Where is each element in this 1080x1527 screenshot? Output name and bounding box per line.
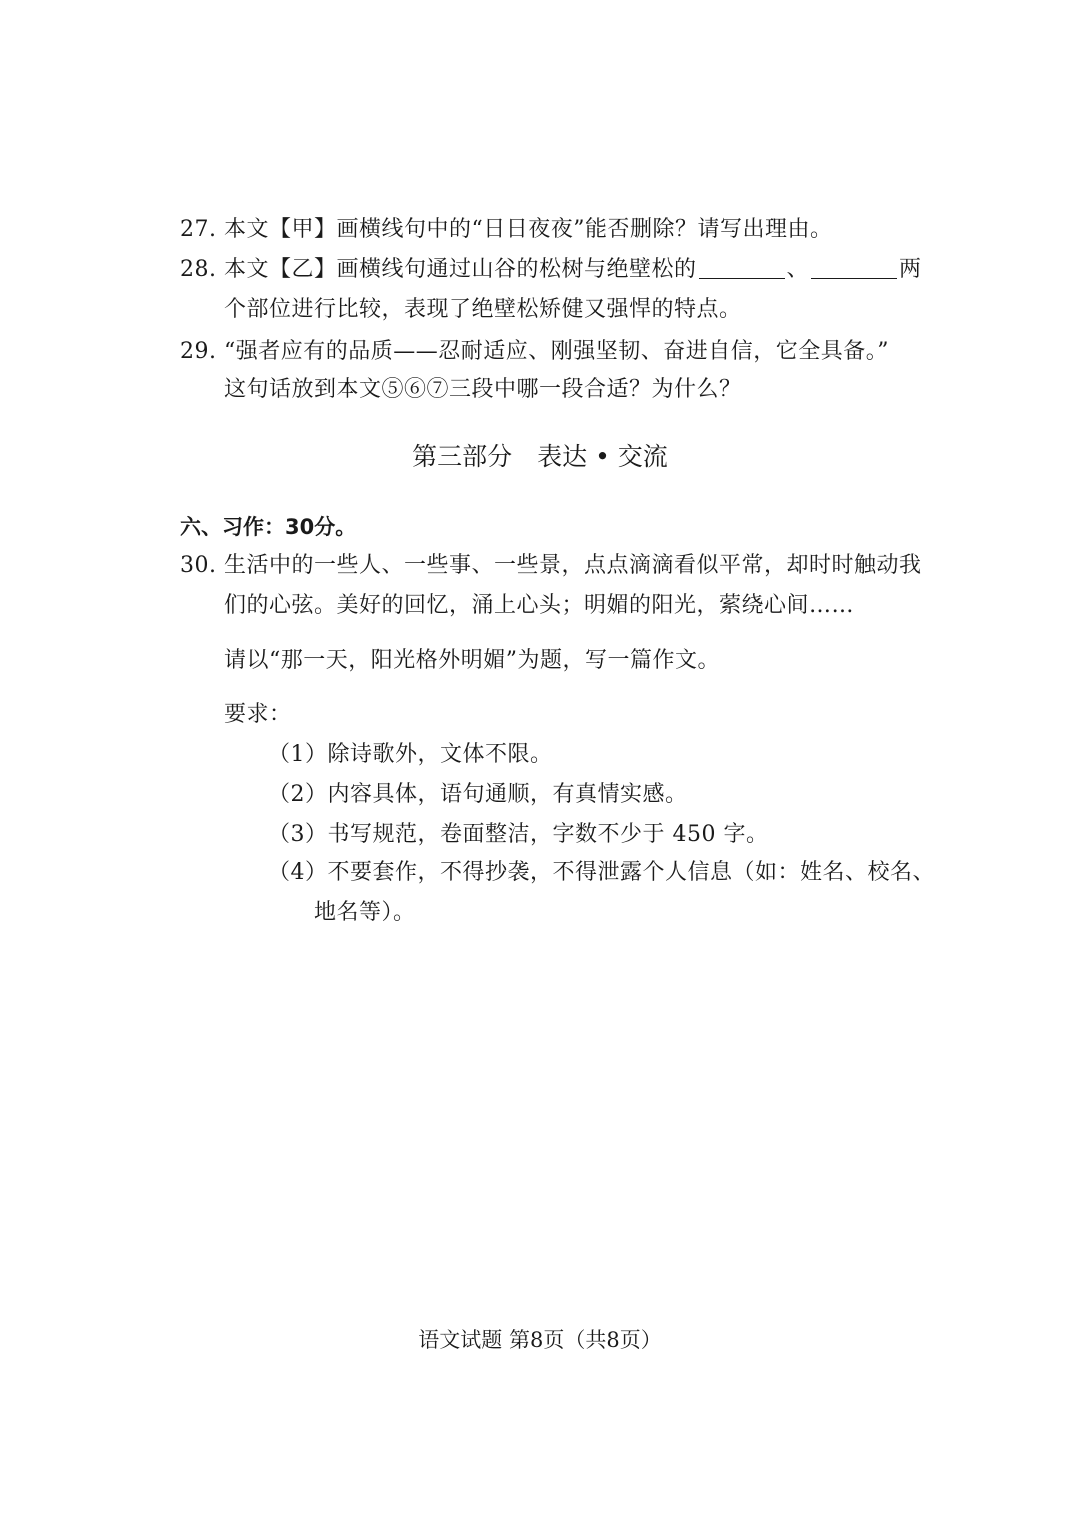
fill-blank[interactable] <box>811 256 897 279</box>
question-text: 们的心弦。美好的回忆，涌上心头；明媚的阳光，萦绕心间…… <box>224 593 855 618</box>
requirement-text: （4）不要套作，不得抄袭，不得泄露个人信息（如：姓名、校名、 <box>268 860 935 885</box>
separator: 、 <box>786 257 810 282</box>
requirement-text: （3）书写规范，卷面整洁，字数不少于 450 字。 <box>268 822 769 847</box>
question-text-part: 两 <box>899 257 922 282</box>
question-number: 29. <box>180 339 217 364</box>
requirements-label: 要求： <box>224 702 292 727</box>
question-text: 个部位进行比较，表现了绝壁松矫健又强悍的特点。 <box>224 297 742 322</box>
question-number: 28. <box>180 257 217 282</box>
question-text: “强者应有的品质——忍耐适应、刚强坚韧、奋进自信，它全具备。” <box>224 339 889 364</box>
prompt-text: 请以“那一天，阳光格外明媚”为题，写一篇作文。 <box>224 648 720 673</box>
question-text: 本文【甲】画横线句中的“日日夜夜”能否删除？请写出理由。 <box>224 217 833 242</box>
fill-blank[interactable] <box>699 256 785 279</box>
requirement-text: （2）内容具体，语句通顺，有真情实感。 <box>268 782 688 807</box>
question-number: 27. <box>180 217 217 242</box>
question-text: 这句话放到本文⑤⑥⑦三段中哪一段合适？为什么？ <box>224 377 742 402</box>
section-title: 第三部分 表达 • 交流 <box>412 442 668 471</box>
question-number: 30. <box>180 553 217 578</box>
part-heading: 六、习作：30分。 <box>180 515 357 539</box>
requirement-text: 地名等）。 <box>314 900 416 925</box>
question-text <box>224 255 922 285</box>
question-text-part: 本文【乙】画横线句通过山谷的松树与绝壁松的 <box>224 257 697 282</box>
requirement-text: （1）除诗歌外，文体不限。 <box>268 742 553 767</box>
question-text: 生活中的一些人、一些事、一些景，点点滴滴看似平常，却时时触动我 <box>224 553 922 578</box>
page-footer: 语文试题 第8页（共8页） <box>418 1328 662 1352</box>
